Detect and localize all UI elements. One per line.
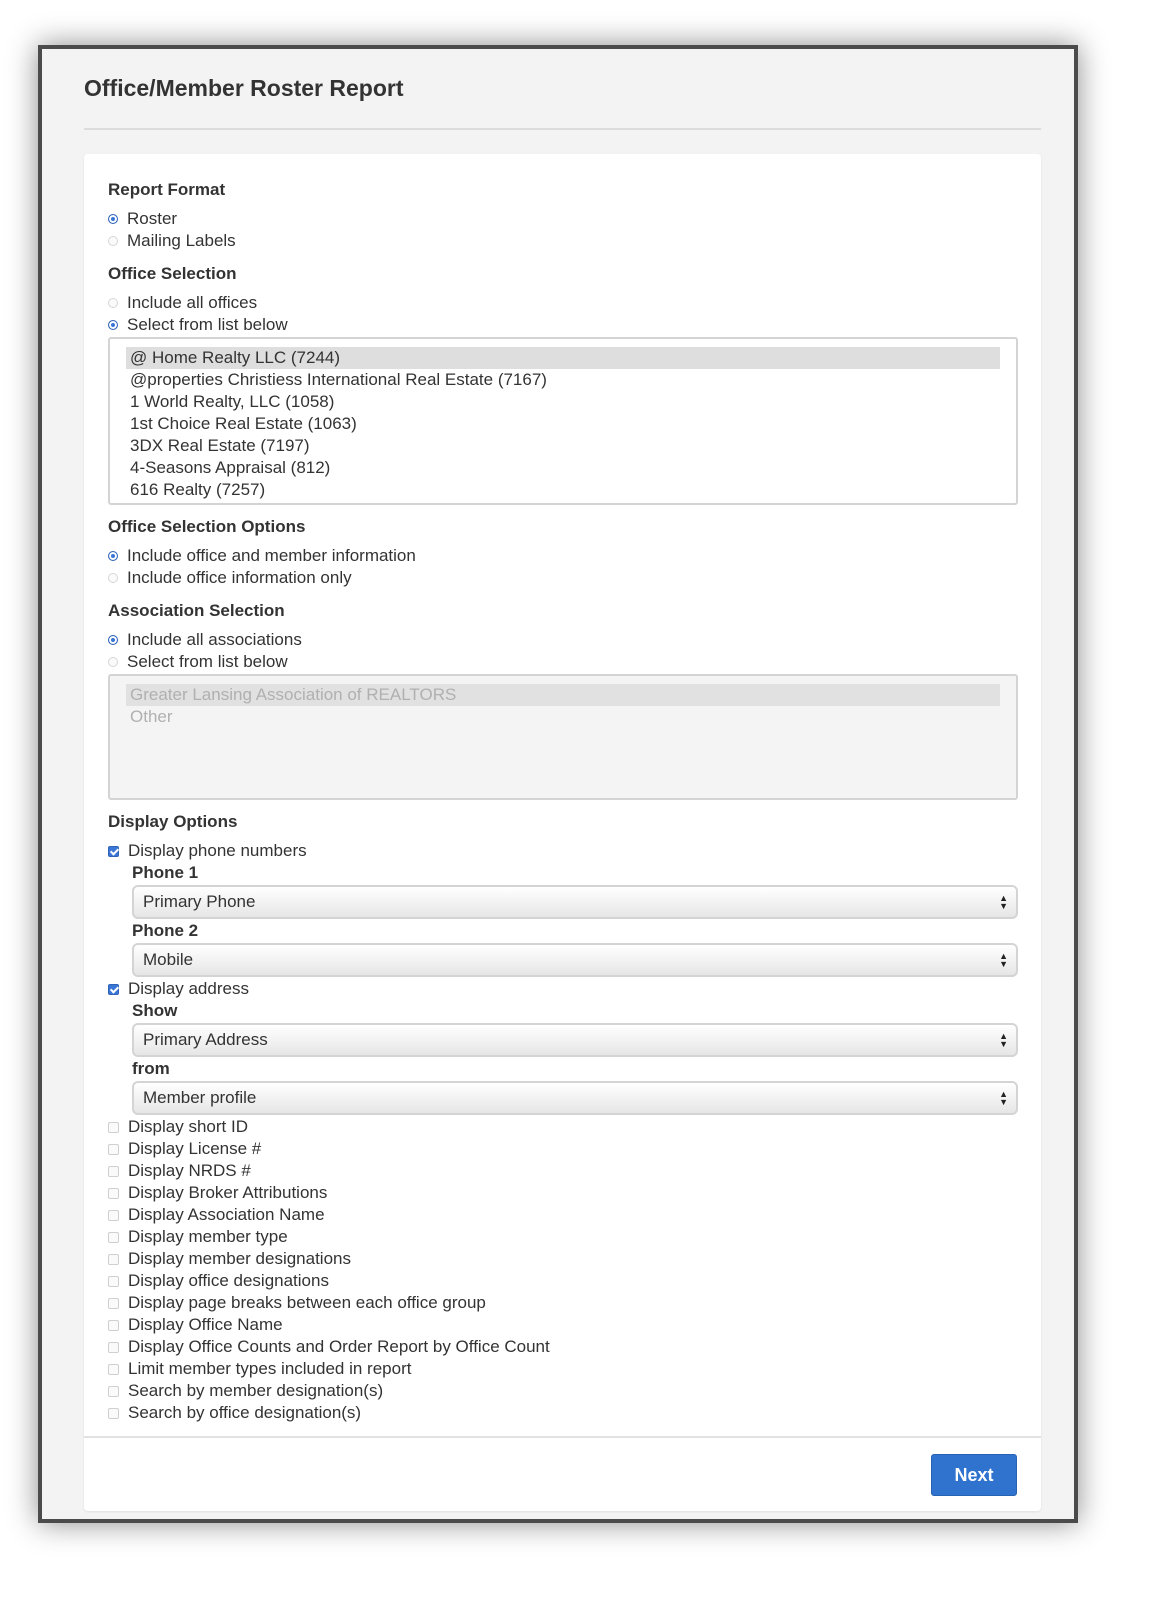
option-label: Display short ID bbox=[128, 1117, 248, 1136]
display-office-designations-option[interactable] bbox=[108, 1270, 1018, 1292]
phone2-label: Phone 2 bbox=[132, 921, 199, 940]
option-label: Search by office designation(s) bbox=[128, 1403, 362, 1422]
display-address-checkbox[interactable] bbox=[108, 984, 119, 995]
checkbox[interactable] bbox=[108, 1386, 119, 1397]
display-page-breaks-option[interactable] bbox=[108, 1292, 1018, 1314]
include-all-offices-option[interactable] bbox=[108, 292, 1018, 314]
association-listbox bbox=[108, 674, 1018, 800]
form-content bbox=[108, 178, 1018, 1424]
option-label: Roster bbox=[127, 209, 178, 228]
option-label: Include all associations bbox=[127, 630, 302, 649]
checkbox[interactable] bbox=[108, 1122, 119, 1133]
footer-divider bbox=[84, 1436, 1041, 1438]
checkbox[interactable] bbox=[108, 1254, 119, 1265]
display-license-option[interactable] bbox=[108, 1138, 1018, 1160]
show-label: Show bbox=[132, 1001, 178, 1020]
phone2-select[interactable] bbox=[132, 943, 1018, 977]
option-label: Display member designations bbox=[128, 1249, 351, 1268]
checkbox[interactable] bbox=[108, 1408, 119, 1419]
checkbox[interactable] bbox=[108, 1232, 119, 1243]
mailing-labels-radio[interactable] bbox=[108, 236, 118, 246]
option-label: Select from list below bbox=[127, 652, 288, 671]
association-list-item: Other bbox=[130, 707, 173, 726]
display-address-option[interactable] bbox=[108, 978, 1018, 1000]
option-label: Select from list below bbox=[127, 315, 288, 334]
display-options-label: Display Options bbox=[108, 812, 238, 831]
association-list-item: Greater Lansing Association of REALTORS bbox=[126, 684, 1000, 706]
select-offices-from-list-radio[interactable] bbox=[108, 320, 118, 330]
limit-member-types-option[interactable] bbox=[108, 1358, 1018, 1380]
next-button[interactable]: Next bbox=[931, 1454, 1017, 1496]
office-list-item[interactable]: 4-Seasons Appraisal (812) bbox=[130, 458, 331, 477]
option-label: Limit member types included in report bbox=[128, 1359, 412, 1378]
include-all-associations-option[interactable] bbox=[108, 629, 1018, 651]
display-phone-numbers-option[interactable] bbox=[108, 840, 1018, 862]
include-office-and-member-radio[interactable] bbox=[108, 551, 118, 561]
office-selection-label: Office Selection bbox=[108, 264, 237, 283]
include-office-and-member-option[interactable] bbox=[108, 545, 1018, 567]
option-label: Display Office Name bbox=[128, 1315, 283, 1334]
phone2-select-value: Mobile bbox=[143, 950, 194, 969]
office-list-item[interactable]: @ Home Realty LLC (7244) bbox=[126, 347, 1000, 369]
select-arrows-icon: ▲ ▼ bbox=[999, 951, 1008, 969]
select-associations-from-list-radio[interactable] bbox=[108, 657, 118, 667]
office-list-item[interactable]: 1 World Realty, LLC (1058) bbox=[130, 392, 335, 411]
search-member-designations-option[interactable] bbox=[108, 1380, 1018, 1402]
option-label: Display phone numbers bbox=[128, 841, 307, 860]
report-format-roster-option[interactable] bbox=[108, 208, 1018, 230]
option-label: Display Office Counts and Order Report by Office Count bbox=[128, 1337, 550, 1356]
include-all-offices-radio[interactable] bbox=[108, 298, 118, 308]
address-show-select-value: Primary Address bbox=[143, 1030, 268, 1049]
address-from-select[interactable] bbox=[132, 1081, 1018, 1115]
option-label: Include all offices bbox=[127, 293, 258, 312]
address-options-group bbox=[108, 1000, 1018, 1115]
address-from-select-value: Member profile bbox=[143, 1088, 257, 1107]
select-arrows-icon: ▲ ▼ bbox=[999, 1089, 1008, 1107]
checkbox[interactable] bbox=[108, 1276, 119, 1287]
checkbox[interactable] bbox=[108, 1364, 119, 1375]
office-list-item[interactable]: @properties Christiess International Real Estate (7167) bbox=[130, 370, 547, 389]
option-label: Display Broker Attributions bbox=[128, 1183, 328, 1202]
phone1-label: Phone 1 bbox=[132, 863, 199, 882]
display-member-designations-option[interactable] bbox=[108, 1248, 1018, 1270]
option-label: Include office information only bbox=[127, 568, 352, 587]
report-dialog bbox=[38, 45, 1078, 1523]
option-label: Mailing Labels bbox=[127, 231, 236, 250]
display-broker-attributions-option[interactable] bbox=[108, 1182, 1018, 1204]
select-arrows-icon: ▲ ▼ bbox=[999, 1031, 1008, 1049]
display-checkbox-list bbox=[108, 1116, 1018, 1424]
option-label: Include office and member information bbox=[127, 546, 416, 565]
office-listbox[interactable] bbox=[108, 337, 1018, 505]
address-show-select[interactable] bbox=[132, 1023, 1018, 1057]
checkbox[interactable] bbox=[108, 1188, 119, 1199]
option-label: Display License # bbox=[128, 1139, 262, 1158]
office-list-item[interactable]: 616 Realty (7257) bbox=[130, 480, 266, 499]
option-label: Display Association Name bbox=[128, 1205, 325, 1224]
select-arrows-icon: ▲ ▼ bbox=[999, 893, 1008, 911]
phone-options-group bbox=[108, 862, 1018, 977]
display-short-id-option[interactable] bbox=[108, 1116, 1018, 1138]
form-panel bbox=[84, 154, 1041, 1511]
checkbox[interactable] bbox=[108, 1298, 119, 1309]
select-offices-from-list-option[interactable] bbox=[108, 314, 1018, 336]
option-label: Display office designations bbox=[128, 1271, 329, 1290]
include-office-only-radio[interactable] bbox=[108, 573, 118, 583]
association-selection-label: Association Selection bbox=[108, 601, 285, 620]
option-label: Display address bbox=[128, 979, 249, 998]
phone1-select[interactable] bbox=[132, 885, 1018, 919]
phone1-select-value: Primary Phone bbox=[143, 892, 256, 911]
office-selection-options-label: Office Selection Options bbox=[108, 517, 306, 536]
from-label: from bbox=[132, 1059, 170, 1078]
report-format-label: Report Format bbox=[108, 180, 226, 199]
display-office-name-option[interactable] bbox=[108, 1314, 1018, 1336]
checkbox[interactable] bbox=[108, 1144, 119, 1155]
include-all-associations-radio[interactable] bbox=[108, 635, 118, 645]
display-phone-numbers-checkbox[interactable] bbox=[108, 846, 119, 857]
title-divider bbox=[84, 128, 1041, 130]
checkbox[interactable] bbox=[108, 1166, 119, 1177]
select-associations-from-list-option[interactable] bbox=[108, 651, 1018, 673]
display-member-type-option[interactable] bbox=[108, 1226, 1018, 1248]
option-label: Display page breaks between each office group bbox=[128, 1293, 486, 1312]
option-label: Search by member designation(s) bbox=[128, 1381, 384, 1400]
display-association-name-option[interactable] bbox=[108, 1204, 1018, 1226]
page-title: Office/Member Roster Report bbox=[84, 75, 404, 101]
office-list-item[interactable]: 3DX Real Estate (7197) bbox=[130, 436, 310, 455]
report-format-mailing-labels-option[interactable] bbox=[108, 230, 1018, 252]
checkbox[interactable] bbox=[108, 1342, 119, 1353]
search-office-designations-option[interactable] bbox=[108, 1402, 1018, 1424]
office-list-item[interactable]: 1st Choice Real Estate (1063) bbox=[130, 414, 357, 433]
display-nrds-option[interactable] bbox=[108, 1160, 1018, 1182]
checkbox[interactable] bbox=[108, 1320, 119, 1331]
roster-radio[interactable] bbox=[108, 214, 118, 224]
display-office-counts-option[interactable] bbox=[108, 1336, 1018, 1358]
option-label: Display member type bbox=[128, 1227, 288, 1246]
option-label: Display NRDS # bbox=[128, 1161, 251, 1180]
include-office-only-option[interactable] bbox=[108, 567, 1018, 589]
checkbox[interactable] bbox=[108, 1210, 119, 1221]
